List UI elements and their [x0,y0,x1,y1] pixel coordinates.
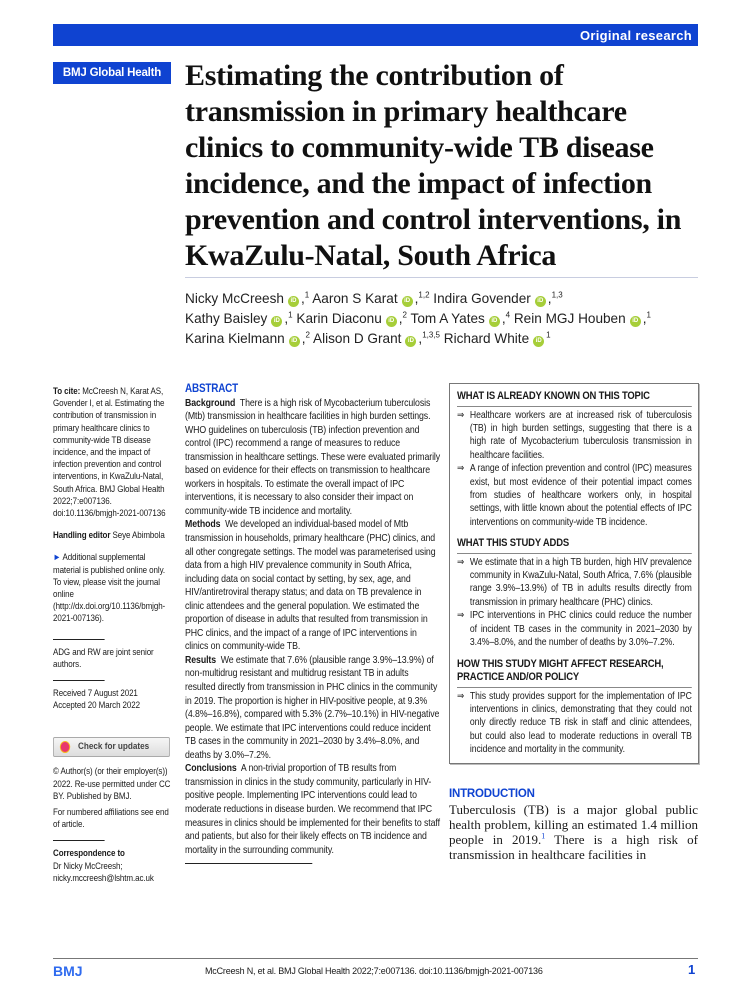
box-item [457,609,692,649]
abstract-conclusions [185,762,440,857]
orcid-icon[interactable]: iD [289,336,300,347]
article-title: Estimating the contribution of transmission in primary healthcare clinics to community-wide TB disease incidence, and the impact of infection prevention and control interventions, in KwaZulu-Natal, South Africa [185,59,682,272]
citation-block [53,385,171,519]
box-heading: WHAT IS ALREADY KNOWN ON THIS TOPIC [457,390,692,407]
affiliation-number: 1,2 [418,290,430,300]
introduction-text [449,802,698,862]
affiliation-number: 1,3,5 [422,330,440,340]
section-label: Conclusions [185,763,237,775]
box-heading: HOW THIS STUDY MIGHT AFFECT RESEARCH, PRACTICE AND/OR POLICY [457,658,692,688]
orcid-icon[interactable]: iD [386,316,397,327]
intro-text-cont: There is a high risk of transmission in healthcare facilities in [449,831,698,862]
affiliation-number: 2 [305,330,310,340]
arrow-icon: ⇒ [457,556,465,568]
arrow-icon: ⇒ [457,409,465,421]
arrow-icon: ⇒ [457,690,465,702]
section-text: A non-trivial proportion of TB results from transmission in clinics in the study community, particularly in HIV-positive people. Implementing IPC interventions could lead to moderate reductions in disease burden. We recommend that IPC measures in clinics should be implemented for their benefits to staff and patients, but also for their likely effects on TB incidence and mortality in the surrounding community. [185,763,440,856]
corr-name: Dr Nicky McCreesh; [53,860,123,871]
author-name: Karina Kielmann [185,331,285,346]
author-name: Richard White [443,331,530,346]
affiliation-number: 1 [304,290,310,300]
author: Aaron S Karat iD ,$^{1,2}$ [312,290,430,306]
affiliation-number: 1 [288,310,293,320]
author: Tom A Yates iD ,$^4$ [410,310,511,326]
divider [53,840,105,841]
author: Karin Diaconu iD ,$^2$ [296,310,407,326]
section-banner [53,24,698,46]
divider [185,863,312,864]
right-column [449,383,699,862]
author-name: Nicky McCreesh [185,291,284,306]
author-name: Aaron S Karat [312,291,398,306]
author [444,331,551,346]
section-text: We estimate that 7.6% (plausible range 3.9%–13.9%) of non-multidrug resistant and multidrug resistant TB in adults resulted directly from transmission in PHC clinics in the community in 2019. The proportion is higher in HIV-positive people, at 9.3% (4.8%–16.8%), compared with 5.3% (2.7%–10.1%) in HIV-negative people. We estimate that IPC interventions could reduce incident TB cases in the community in 2021–2030 by 3.4%–8.0%, and deaths by 3.0%–7.2%. [185,654,440,761]
reference-link[interactable]: 1 [541,831,546,841]
section-text: There is a high risk of Mycobacterium tuberculosis (Mtb) transmission in healthcare facilities in high burden settings. WHO guidelines on tuberculosis (TB) infection prevention and control (IPC) recommend a range of measures to reduce transmission in healthcare settings. These were evaluated primarily based on evidence for their effects on transmission to healthcare workers in hospitals. To estimate the overall impact of IPC interventions, it is necessary to also consider their impact on community-wide TB incidence and mortality. [185,397,441,517]
affiliations-note: For numbered affiliations see end of article. [53,807,169,830]
box-item-text: A range of infection prevention and control (IPC) measures exist, but most evidence of their potential impact comes from studies of healthcare workers only, in hospital settings, with little known about the potential effects of IPC interventions on community-wide TB incidence. [469,463,692,528]
affiliation-number: 1 [646,310,651,320]
affiliation-number: 1,3 [551,290,563,300]
abstract-heading: ABSTRACT [185,383,239,395]
corr-email[interactable]: nicky.mccreesh@lshtm.ac.uk [53,872,154,883]
section-label: Background [185,397,236,409]
accepted-date: Accepted 20 March 2022 [53,700,141,711]
box-item [457,556,692,610]
author: Rein MGJ Houben iD ,$^1$ [513,310,651,326]
author: Indira Govender iD ,$^{1,3}$ [433,290,563,306]
author: Nicky McCreesh iD ,$^1$ [185,290,310,306]
bookmark-icon [60,741,70,753]
supplemental-text: Additional supplemental material is published online only. To view, please visit the journal online (http://dx.doi.org/10.1136/bmjgh-2021-007136). [53,552,166,624]
joint-authors-note: ADG and RW are joint senior authors. [53,646,154,669]
key-messages-box [449,383,699,764]
abstract-methods [185,518,440,653]
box-item [457,462,692,529]
handling-editor [53,529,171,541]
triangle-icon: ► [53,552,61,563]
editor-label: Handling editor [53,530,111,541]
box-item [457,690,692,757]
editor-name: Seye Abimbola [112,530,165,541]
box-item [457,409,692,463]
abstract-background [185,397,440,519]
correspondence [53,847,171,884]
corr-label: Correspondence to [53,848,125,859]
box-item-text: This study provides support for the implementation of IPC interventions in clinics, demonstrating that they could not only directly reduce TB risk in staff and clinic attendees, but could also lead to moderate reductions in overall TB incidence and mortality in the community. [469,690,692,756]
footer-citation: McCreesh N, et al. BMJ Global Health 2022;7:e007136. doi:10.1136/bmjgh-2021-007136 [205,966,543,976]
section-label: Methods [185,519,221,531]
abstract [185,383,440,864]
arrow-icon: ⇒ [457,610,465,622]
orcid-icon[interactable]: iD [535,296,546,307]
copyright: © Author(s) (or their employer(s)) 2022. Re-use permitted under CC BY. Published by BMJ. [53,766,171,801]
author: Kathy Baisley iD ,$^1$ [185,310,293,326]
author: Karina Kielmann iD ,$^2$ [185,330,310,346]
divider [53,680,105,681]
orcid-icon[interactable]: iD [405,336,416,347]
box-heading: WHAT THIS STUDY ADDS [457,537,692,554]
abstract-results [185,654,440,762]
section-label: Results [185,654,217,666]
author: Alison D Grant iD ,$^{1,3,5}$ [313,330,440,346]
orcid-icon[interactable]: iD [271,316,282,327]
section-text: We developed an individual-based model of Mtb transmission in households, primary healthcare (PHC) clinics, and all other congregate settings. The model was parameterised using data from a high HIV prevalence community in South Africa, including data on social contact by setting, by sex, age, and HIV/antiretroviral therapy status; and data on TB prevalence in clinic attendees and the general population. We estimated the proportion of disease in adults that resulted from transmission in PHC clinics, and the impact of a range of IPC interventions in clinics on community-wide TB. [185,519,436,653]
box-item-text: Healthcare workers are at increased risk of tuberculosis (TB) in high burden settings, suggesting that there is a high rate of Mycobacterium tuberculosis transmission in healthcare facilities. [469,409,692,461]
section-label: Original research [579,28,692,43]
intro-text: Tuberculosis (TB) is a major global public health problem, killing an estimated 1.4 million people in 2019. [449,801,698,847]
box-item-text: IPC interventions in PHC clinics could reduce the number of incident TB cases in the community in 2021–2030 by 3.4%–8.0%, and the number of deaths by 3.0%–7.2%. [469,610,692,649]
cite-text: McCreesh N, Karat AS, Govender I, et al. Estimating the contribution of transmission in primary healthcare clinics to community-wide TB disease incidence, and the impact of infection prevention and control interventions, in KwaZulu-Natal, South Africa. BMJ Global Health 2022;7:e007136. doi:10.1136/bmjgh-2021-007136 [53,386,166,519]
box-item-text: We estimate that in a high TB burden, high HIV prevalence community in KwaZulu-Natal, South Africa, 7.6% (plausible range 3.9%–13.9%) of TB in adults results directly from transmission in primary healthcare (PHC) clinics. [469,556,692,608]
orcid-icon[interactable]: iD [533,336,544,347]
supplemental-note [53,551,171,624]
orcid-icon[interactable]: iD [288,296,299,307]
introduction-heading: INTRODUCTION [449,787,535,800]
journal-logo: BMJ Global Health [53,62,171,84]
orcid-icon[interactable]: iD [402,296,413,307]
sidebar [53,385,171,884]
page-number: 1 [688,962,696,977]
author-name: Tom A Yates [410,311,485,326]
cite-label: To cite: [53,386,81,396]
footer-divider [53,958,698,959]
affiliation-number: 1 [546,330,551,340]
author-name: Alison D Grant [313,331,402,346]
author-list [185,289,700,349]
affiliation-number: 2 [402,310,407,320]
divider [53,639,105,640]
author-name: Indira Govender [433,291,531,306]
orcid-icon[interactable]: iD [489,316,500,327]
author-name: Kathy Baisley [185,311,268,326]
bmj-logo: BMJ [53,963,83,979]
orcid-icon[interactable]: iD [630,316,641,327]
divider [185,277,698,278]
author-name: Rein MGJ Houben [513,311,626,326]
received-date: Received 7 August 2021 [53,688,138,699]
check-for-updates-button[interactable] [53,737,170,757]
author-name: Karin Diaconu [296,311,382,326]
updates-label: Check for updates [77,741,150,753]
affiliation-number: 4 [505,310,511,320]
arrow-icon: ⇒ [457,463,465,475]
